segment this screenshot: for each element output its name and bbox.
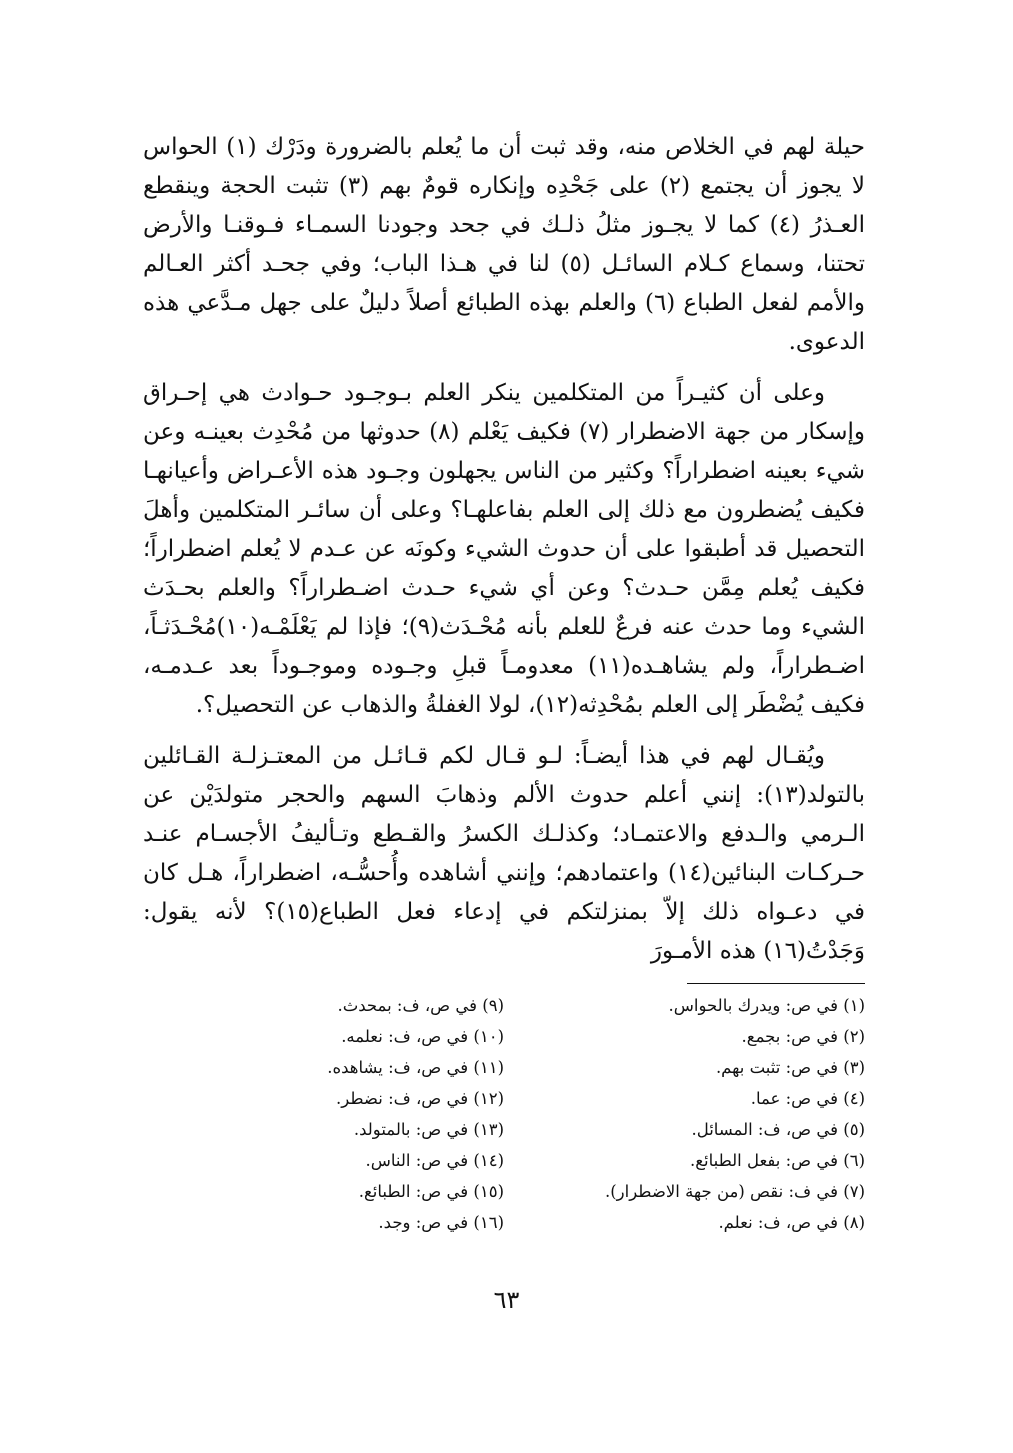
footnote-11: (١١) في ص، ف: يشاهده. xyxy=(327,1058,504,1077)
footnote-5: (٥) في ص، ف: المسائل. xyxy=(691,1120,865,1139)
footnote-15: (١٥) في ص: الطبائع. xyxy=(358,1182,504,1201)
footnote-12: (١٢) في ص، ف: نضطر. xyxy=(336,1089,504,1108)
footnote-6: (٦) في ص: بفعل الطبائع. xyxy=(689,1151,865,1170)
footnotes-left-column xyxy=(143,990,504,1238)
footnote-3: (٣) في ص: تثبت بهم. xyxy=(715,1058,865,1077)
footnote-16: (١٦) في ص: وجد. xyxy=(378,1213,504,1232)
footnote-14: (١٤) في ص: الناس. xyxy=(365,1151,504,1170)
footnote-7: (٧) في ف: نقص (من جهة الاضطرار). xyxy=(604,1182,865,1201)
body-text xyxy=(143,128,865,971)
footnote-1: (١) في ص: ويدرك بالحواس. xyxy=(668,996,865,1015)
footnote-4: (٤) في ص: عما. xyxy=(750,1089,865,1108)
footnotes-right-column xyxy=(504,990,865,1238)
footnote-8: (٨) في ص، ف: نعلم. xyxy=(718,1213,865,1232)
footnote-9: (٩) في ص، ف: بمحدث. xyxy=(337,996,504,1015)
footnote-10: (١٠) في ص، ف: نعلمه. xyxy=(341,1027,504,1046)
page-content xyxy=(143,128,865,1238)
footnote-divider xyxy=(687,983,865,984)
footnote-2: (٢) في ص: بجمع. xyxy=(741,1027,865,1046)
paragraph-2: وعلى أن كثيـراً من المتكلمين ينكر العلم بـوجـود حـوادث هي إحـراق وإسكار من جهة الاضطرار (٧) فكيف يَعْلم (٨) حدوثها من مُحْدِث بعينـه وعن شيء بعينه اضطراراً؟ وكثير من الناس يجهلون وجـود هذه الأعـراض وأعيانهـا فكيف يُضطرون مع ذلك إلى العلم بفاعلهـا؟ وعلى أن سائـر المتكلمين وأهلَ التحصيل قد أطبقوا على أن حدوث الشيء وكونَه عن عـدم لا يُعلم اضطراراً؛ فكيف يُعلم مِمَّن حـدث؟ وعن أي شيء حـدث اضـطراراً؟ والعلم بحـدَث الشيء وما حدث عنه فرعٌ للعلم بأنه مُحْـدَث(٩)؛ فإذا لم يَعْلَمْـه(١٠)مُحْـدَثـاً، اضـطراراً، ولم يشاهـده(١١) معدومـاً قبلِ وجـوده وموجـوداً بعد عـدمـه، فكيف يُضْطَر إلى العلم بمُحْدِثه(١٢)، لولا الغفلةُ والذهاب عن التحصيل؟. xyxy=(143,380,865,718)
paragraph-3: ويُقـال لهم في هذا أيضـاً: لـو قـال لكم قـائـل من المعتـزلـة القـائلين بالتولد(١٣): إنني أعلم حدوث الألم وذهابَ السهم والحجر متولدَيْن عن الـرمي والـدفع والاعتمـاد؛ وكذلـك الكسرُ والقـطع وتـأليفُ الأجسـام عنـد حـركـات البنائين(١٤) واعتمادهم؛ وإنني أشاهده وأُحسُّـه، اضطراراً، هـل كان في دعـواه ذلك إلاّ بمنزلتكم في إدعاء فعل الطباع(١٥)؟ لأنه يقول: وَجَدْتُ(١٦) هذه الأمـورَ xyxy=(143,743,866,964)
footnotes xyxy=(143,990,865,1238)
footnote-13: (١٣) في ص: بالمتولد. xyxy=(353,1120,504,1139)
paragraph-1: حيلة لهم في الخلاص منه، وقد ثبت أن ما يُعلم بالضرورة ودَرْك (١) الحواس لا يجوز أن يجتمع (٢) على جَحْدِه وإنكاره قومٌ بهم (٣) تثبت الحجة وينقطع العـذرُ (٤) كما لا يجـوز مثلُ ذلـك في جحد وجودنا السمـاء فـوقنـا والأرض تحتنا، وسماع كـلام السائـل (٥) لنا في هـذا الباب؛ وفي جحـد أكثر العـالم والأمم لفعل الطباع (٦) والعلم بهذه الطبائع أصلاً دليلٌ على جهل مـدَّعي هذه الدعوى. xyxy=(143,134,865,355)
page-number: ٦٣ xyxy=(493,1286,520,1314)
